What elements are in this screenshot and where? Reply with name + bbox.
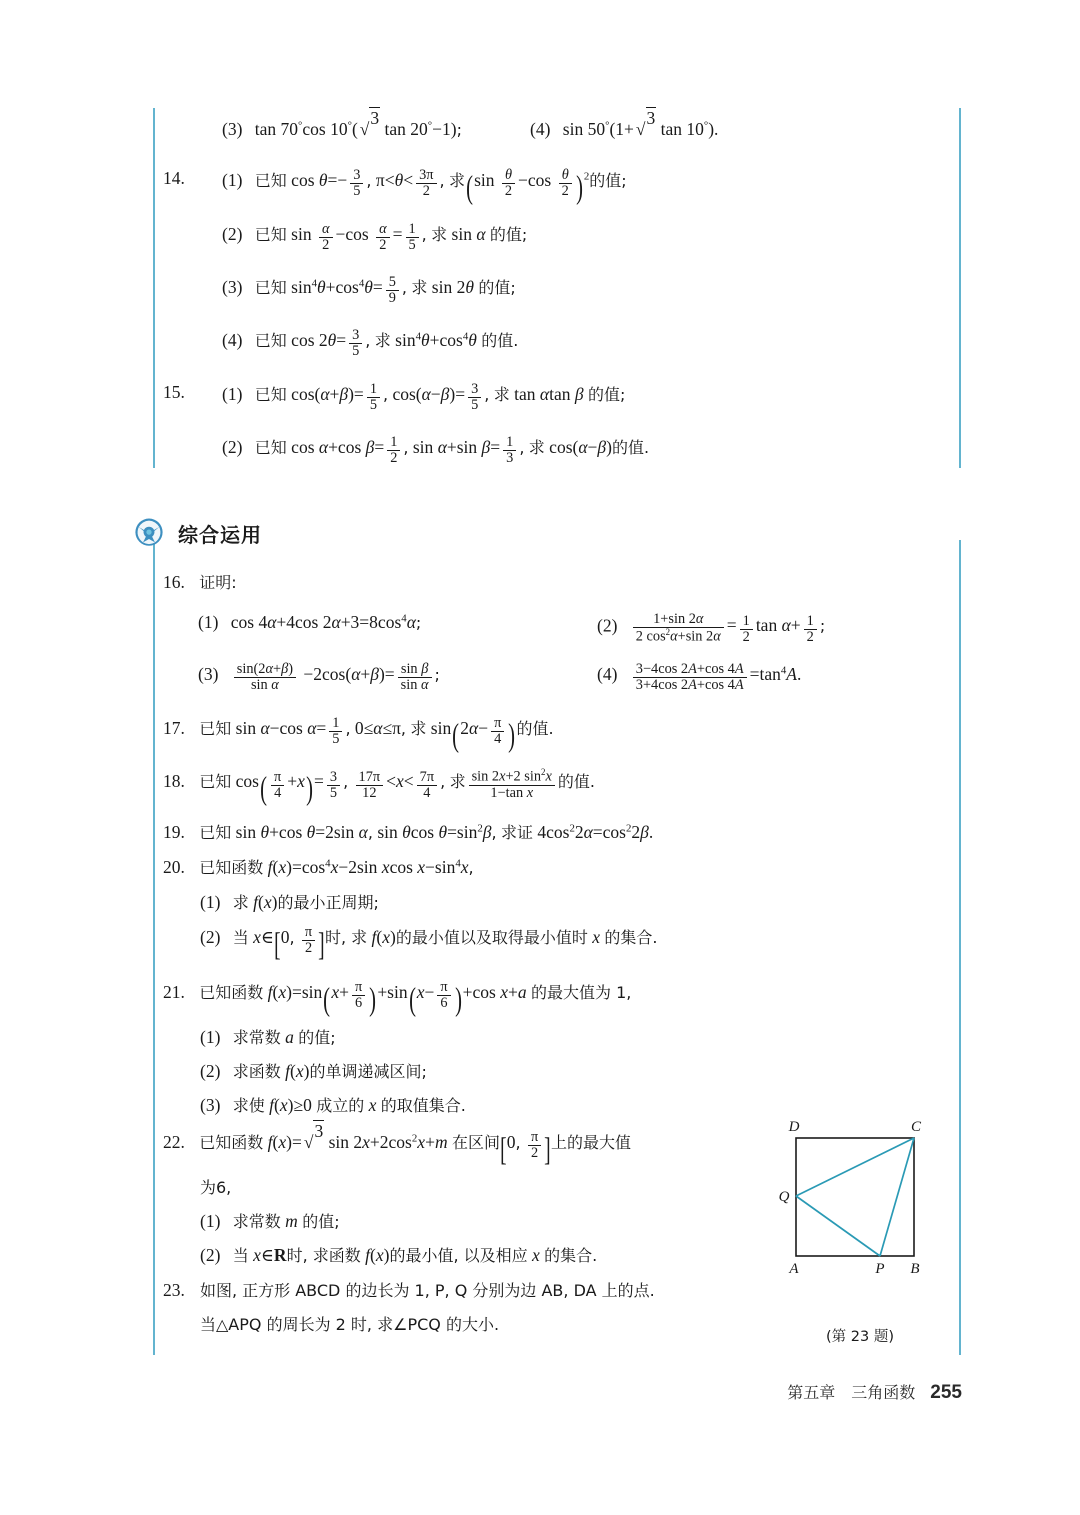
problem-15-part-2: (2) 已知 cos α+cos β= $\frac{1}{2}$ , sin α+sin β= $\frac{1}{3}$ , 求 cos(α−β)的值. bbox=[222, 434, 650, 467]
problem-16-part-4: (4) $\frac{3-4\cos 2A+\cos 4A}{3+4\cos 2A+\cos 4A}$ $=\tan^4A$. bbox=[597, 661, 802, 694]
problem-14-part-2: (2) 已知 sin $\frac{\alpha}{2}$ −cos $\frac{\alpha}{2}$ = $\frac{1}{5}$ , 求 sin α 的值; bbox=[222, 221, 528, 254]
problem-16-part-2: (2) $\frac{1+\sin 2\alpha}{2 \cos^2\alpha+\sin 2\alpha}$ = $\frac{1}{2}$ tan α+ $\frac{1}{2}$ ; bbox=[597, 611, 826, 645]
vertex-label-q: Q bbox=[778, 1189, 790, 1205]
problem-20-part-2: (2) 当 x∈[0, $\frac{\pi}{2}$ ]时, 求 f(x)的最小值以及取得最小值时 x 的集合. bbox=[200, 924, 658, 963]
problem-16-part-3: (3) $\frac{\sin(2\alpha+\beta)}{\text{sin α}}$ −2cos(α+β)= $\frac{\text{sin β}}{\text{sin α}}$ ; bbox=[198, 661, 440, 694]
section-header bbox=[132, 516, 262, 550]
vertex-label-p: P bbox=[875, 1261, 885, 1277]
part-label: (4) bbox=[530, 119, 551, 139]
problem-23-stem-cont: 当△APQ 的周长为 2 时, 求∠PCQ 的大小. bbox=[200, 1315, 500, 1334]
problem-14-part-3: (3) 已知 $\sin^4\theta+\cos^4\theta=$ $\frac{5}{9}$ , 求 sin 2θ 的值; bbox=[222, 274, 516, 307]
problem-22-stem-cont: 为6, bbox=[200, 1178, 232, 1197]
problem-21-part-3: (3) 求使 f(x)≥0 成立的 x 的取值集合. bbox=[200, 1095, 466, 1115]
page-footer bbox=[787, 1380, 962, 1404]
problem-19: 19. 已知 sin θ+cos θ=2sin α, sin θcos $\theta=\sin^2\beta$, 求证 $4\cos^22\alpha=\cos^22\beta$. bbox=[163, 822, 654, 842]
problem-16-part-1: (1) cos 4α+4cos $2\alpha+3=8\cos^4\alpha$; bbox=[198, 612, 422, 632]
problem-16-stem: 证明: bbox=[199, 573, 237, 592]
vertex-label-b: B bbox=[910, 1261, 920, 1277]
problem-22-part-2: (2) 当 x∈R时, 求函数 f(x)的最小值, 以及相应 x 的集合. bbox=[200, 1245, 598, 1265]
part-label: (3) bbox=[222, 119, 243, 139]
vertex-label-c: C bbox=[910, 1119, 922, 1135]
problem-21-stem: 21. 已知函数 f(x)=sin(x+ $\frac{\pi}{6}$ )+sin(x− $\frac{\pi}{6}$ )+cos x+a 的最大值为 1, bbox=[163, 979, 632, 1018]
right-margin-rule-bottom bbox=[959, 540, 961, 1355]
footer-page-number: 255 bbox=[930, 1382, 962, 1403]
left-margin-rule-bottom bbox=[153, 540, 155, 1355]
problem-15-part-1: (1) 已知 cos(α+β)= $\frac{1}{5}$ , cos(α−β)= $\frac{3}{5}$ , 求 tan αtan β 的值; bbox=[222, 381, 626, 414]
problem-14-part-1: (1) 已知 cos θ=− $\frac{3}{5}$ , π<θ< $\frac{3\pi}{2}$ , 求(sin $\frac{\theta}{2}$ −cos $\frac{\theta}{2}$ )$^2$的值; bbox=[222, 167, 627, 206]
problem-16-number: 16. 证明: bbox=[163, 572, 237, 592]
problem-15-number: 15. bbox=[163, 382, 185, 402]
problem-20-stem: 20. 已知函数 $f(x)=\cos^4x-2\sin$ xcos $x-\sin^4x$, bbox=[163, 857, 474, 877]
segment-qc bbox=[796, 1138, 914, 1196]
segment-pc bbox=[880, 1138, 914, 1256]
segment-qp bbox=[796, 1196, 880, 1256]
figure-caption: (第 23 题) bbox=[826, 1329, 894, 1345]
vertex-label-d: D bbox=[788, 1119, 800, 1135]
problem-14-part-4: (4) 已知 cos 2θ= $\frac{3}{5}$ , 求 $\sin^4\theta+\cos^4\theta$ 的值. bbox=[222, 327, 519, 360]
section-title: 综合运用 bbox=[178, 522, 262, 547]
problem-21-part-2: (2) 求函数 f(x)的单调递减区间; bbox=[200, 1061, 427, 1081]
problem-22-part-1: (1) 求常数 m 的值; bbox=[200, 1211, 340, 1231]
problem-18: 18. 已知 cos( $\frac{\pi}{4}$ +x)= $\frac{3}{5}$ , $\frac{17\pi}{12}$ <x< $\frac{7\pi}{4}$ , 求 $\frac{\sin 2x+2 \sin^2x}{\text{1−tan x}}$ 的值. bbox=[163, 767, 595, 808]
vertex-label-a: A bbox=[789, 1261, 799, 1277]
problem-22-stem: 22. 已知函数 f(x)= √3 $\sin 2x+2\cos^2x+m$ 在区间[0, $\frac{\pi}{2}$ ]上的最大值 bbox=[163, 1121, 632, 1168]
problem-20-part-1: (1) 求 f(x)的最小正周期; bbox=[200, 892, 379, 912]
problem-13-part-3: (3) tan 70°cos 10°( √3 tan 20°−1); bbox=[222, 108, 462, 139]
problem-17: 17. 已知 sin α−cos α= $\frac{1}{5}$ , 0≤α≤π, 求 sin(2α− $\frac{\pi}{4}$ )的值. bbox=[163, 715, 554, 754]
footer-chapter: 第五章 三角函数 bbox=[787, 1383, 916, 1402]
problem-14-number: 14. bbox=[163, 168, 185, 188]
comprehensive-application-icon bbox=[132, 516, 166, 550]
right-margin-rule-top bbox=[959, 108, 961, 468]
problem-13-part-4: (4) sin 50°(1+ √3 tan 10°). bbox=[530, 108, 719, 139]
problem-21-part-1: (1) 求常数 a 的值; bbox=[200, 1027, 336, 1047]
figure-problem-23 bbox=[770, 1100, 950, 1350]
problem-23-stem: 23. 如图, 正方形 ABCD 的边长为 1, P, Q 分别为边 AB, DA 上的点. bbox=[163, 1280, 655, 1300]
left-margin-rule-top bbox=[153, 108, 155, 468]
